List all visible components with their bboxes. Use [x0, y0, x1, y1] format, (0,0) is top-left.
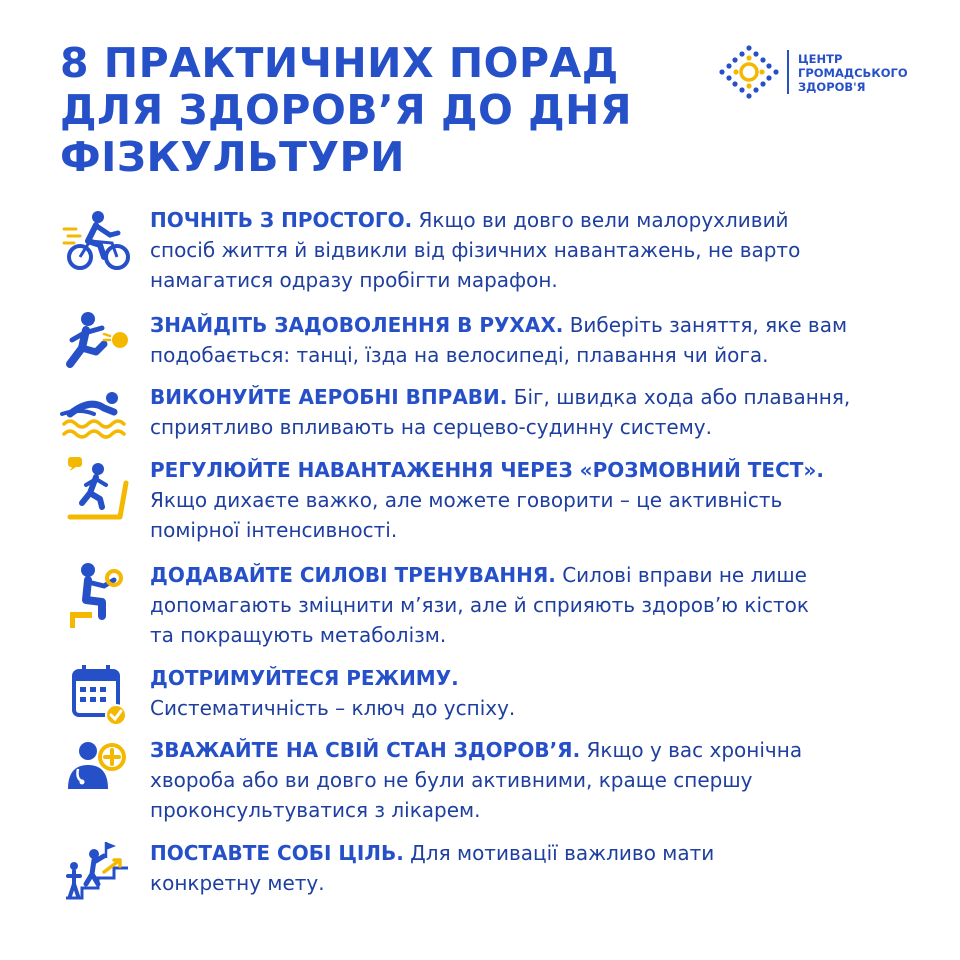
- tip-body: хвороба або ви довго не були активними, краще спершу: [150, 768, 753, 792]
- tip-body: Якщо дихаєте важко, але можете говорити – це активність: [150, 488, 783, 512]
- tip-body: спосіб життя й відвикли від фізичних навантажень, не варто: [150, 238, 801, 262]
- tip-lead: ДОТРИМУЙТЕСЯ РЕЖИМУ.: [150, 666, 459, 690]
- tip-body: сприятливо впливають на серцево-судинну систему.: [150, 415, 713, 439]
- tip-text: [150, 735, 930, 825]
- tip-text: [150, 663, 930, 723]
- logo-name: [798, 52, 908, 94]
- tip-lead: ЗВАЖАЙТЕ НА СВІЙ СТАН ЗДОРОВ’Я.: [150, 738, 581, 762]
- tip-lead: ДОДАВАЙТЕ СИЛОВІ ТРЕНУВАННЯ.: [150, 563, 556, 587]
- tip-body: конкретну мету.: [150, 871, 325, 895]
- tip-text: [150, 205, 930, 295]
- swimmer-icon: [60, 382, 134, 452]
- goal-stairs-icon: [60, 838, 134, 908]
- title-line: ФІЗКУЛЬТУРИ: [60, 133, 405, 181]
- tip-body: допомагають зміцнити м’язи, але й сприяють здоров’ю кісток: [150, 593, 809, 617]
- tip-text: [150, 560, 930, 650]
- tip-lead: ЗНАЙДІТЬ ЗАДОВОЛЕННЯ В РУХАХ.: [150, 313, 564, 337]
- tip-text: [150, 382, 930, 442]
- tip-body: Систематичність – ключ до успіху.: [150, 696, 516, 720]
- treadmill-runner-icon: [60, 455, 134, 525]
- ball-kick-icon: [60, 310, 134, 380]
- tip-body: подобається: танці, їзда на велосипеді, плавання чи йога.: [150, 343, 769, 367]
- title-line: 8 ПРАКТИЧНИХ ПОРАД: [60, 39, 619, 87]
- tip-body: Якщо ви довго вели малорухливий: [412, 208, 789, 232]
- logo-line: ЦЕНТР: [798, 52, 843, 66]
- tip-body: Біг, швидка хода або плавання,: [507, 385, 851, 409]
- tip-lead: ВИКОНУЙТЕ АЕРОБНІ ВПРАВИ.: [150, 385, 508, 409]
- page-title: [60, 40, 660, 181]
- logo-mark-icon: [716, 44, 782, 100]
- logo-divider: [787, 50, 789, 94]
- tip-lead: ПОСТАВТЕ СОБІ ЦІЛЬ.: [150, 841, 404, 865]
- tip-text: [150, 455, 930, 545]
- tip-lead: РЕГУЛЮЙТЕ НАВАНТАЖЕННЯ ЧЕРЕЗ «РОЗМОВНИЙ ТЕСТ».: [150, 458, 824, 482]
- tip-body: Якщо у вас хронічна: [580, 738, 803, 762]
- logo: [716, 44, 906, 100]
- weightlifting-icon: [60, 560, 134, 630]
- doctor-icon: [60, 735, 134, 805]
- tip-body: Для мотивації важливо мати: [403, 841, 715, 865]
- tip-body: та покращують метаболізм.: [150, 623, 447, 647]
- tip-lead: ПОЧНІТЬ З ПРОСТОГО.: [150, 208, 413, 232]
- tip-body: помірної інтенсивності.: [150, 518, 398, 542]
- logo-line: ЗДОРОВ'Я: [798, 80, 866, 94]
- cyclist-icon: [60, 205, 134, 275]
- tip-body: намагатися одразу пробігти марафон.: [150, 268, 558, 292]
- tip-body: Виберіть заняття, яке вам: [563, 313, 848, 337]
- tip-body: проконсультуватися з лікарем.: [150, 798, 481, 822]
- calendar-check-icon: [60, 663, 134, 733]
- tip-text: [150, 310, 930, 370]
- tip-body: Силові вправи не лише: [555, 563, 807, 587]
- tip-text: [150, 838, 930, 898]
- title-line: ДЛЯ ЗДОРОВ’Я ДО ДНЯ: [60, 86, 633, 134]
- logo-line: ГРОМАДСЬКОГО: [798, 66, 908, 80]
